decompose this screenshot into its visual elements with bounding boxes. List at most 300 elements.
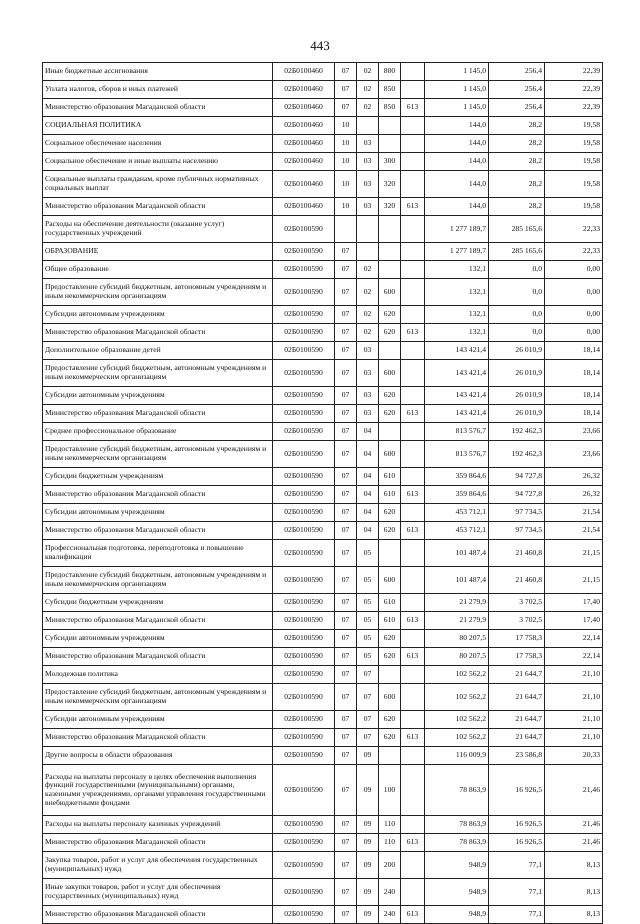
- row-percent: 22,39: [545, 99, 603, 117]
- row-name: Иные бюджетные ассигнования: [43, 63, 273, 81]
- row-administrator: [401, 816, 425, 834]
- row-subsection: 03: [357, 342, 379, 360]
- row-administrator: [401, 171, 425, 198]
- row-section: 07: [335, 612, 357, 630]
- row-administrator: 613: [401, 729, 425, 747]
- row-expense-type: 100: [379, 765, 401, 816]
- row-executed: 3 702,5: [489, 594, 545, 612]
- row-subsection: 07: [357, 684, 379, 711]
- row-percent: 20,33: [545, 747, 603, 765]
- row-code: 02Б0100590: [273, 540, 335, 567]
- row-executed: 26 010,9: [489, 387, 545, 405]
- row-administrator: [401, 852, 425, 879]
- row-percent: 21,54: [545, 522, 603, 540]
- row-name: Предоставление субсидий бюджетным, автономным учреждениям и иным некоммерческим организациям: [43, 279, 273, 306]
- row-planned: 948,9: [425, 906, 489, 924]
- row-name: Социальные выплаты гражданам, кроме публичных нормативных социальных выплат: [43, 171, 273, 198]
- table-row: [43, 540, 603, 567]
- row-executed: 16 926,5: [489, 765, 545, 816]
- row-subsection: [357, 117, 379, 135]
- table-row: [43, 63, 603, 81]
- row-planned: 144,0: [425, 117, 489, 135]
- row-code: 02Б0100460: [273, 198, 335, 216]
- row-code: 02Б0100460: [273, 81, 335, 99]
- row-planned: 453 712,1: [425, 522, 489, 540]
- row-percent: 19,58: [545, 153, 603, 171]
- row-percent: 0,00: [545, 261, 603, 279]
- row-planned: 21 279,9: [425, 612, 489, 630]
- row-percent: 17,40: [545, 612, 603, 630]
- row-administrator: [401, 765, 425, 816]
- row-section: 07: [335, 567, 357, 594]
- row-section: 07: [335, 441, 357, 468]
- row-name: Министерство образования Магаданской области: [43, 198, 273, 216]
- row-code: 02Б0100590: [273, 441, 335, 468]
- row-subsection: 09: [357, 879, 379, 906]
- table-row: [43, 852, 603, 879]
- row-expense-type: 620: [379, 711, 401, 729]
- row-executed: 17 758,3: [489, 648, 545, 666]
- row-percent: 21,10: [545, 684, 603, 711]
- row-administrator: [401, 540, 425, 567]
- row-section: 07: [335, 522, 357, 540]
- row-name: Закупка товаров, работ и услуг для обеспечения государственных (муниципальных) нужд: [43, 852, 273, 879]
- row-name: Предоставление субсидий бюджетным, автономным учреждениям и иным некоммерческим организациям: [43, 567, 273, 594]
- table-row: [43, 879, 603, 906]
- table-row: [43, 666, 603, 684]
- row-percent: 8,13: [545, 906, 603, 924]
- table-row: [43, 171, 603, 198]
- row-percent: 19,58: [545, 198, 603, 216]
- row-expense-type: 240: [379, 879, 401, 906]
- row-name: Субсидии автономным учреждениям: [43, 630, 273, 648]
- row-code: 02Б0100590: [273, 816, 335, 834]
- row-planned: 1 277 189,7: [425, 216, 489, 243]
- row-name: Министерство образования Магаданской области: [43, 612, 273, 630]
- row-subsection: 07: [357, 729, 379, 747]
- row-executed: 28,2: [489, 117, 545, 135]
- row-percent: 21,46: [545, 816, 603, 834]
- row-section: 07: [335, 486, 357, 504]
- row-name: Социальное обеспечение населения: [43, 135, 273, 153]
- row-expense-type: [379, 747, 401, 765]
- row-administrator: [401, 666, 425, 684]
- row-subsection: 05: [357, 648, 379, 666]
- row-name: Другие вопросы в области образования: [43, 747, 273, 765]
- row-executed: 21 460,8: [489, 540, 545, 567]
- row-expense-type: 110: [379, 834, 401, 852]
- row-section: 07: [335, 906, 357, 924]
- row-subsection: [357, 243, 379, 261]
- row-name: Субсидии автономным учреждениям: [43, 387, 273, 405]
- row-expense-type: [379, 666, 401, 684]
- row-administrator: [401, 279, 425, 306]
- row-planned: 1 145,0: [425, 81, 489, 99]
- row-name: Предоставление субсидий бюджетным, автономным учреждениям и иным некоммерческим организациям: [43, 441, 273, 468]
- row-executed: 28,2: [489, 171, 545, 198]
- table-row: [43, 711, 603, 729]
- row-planned: 78 863,9: [425, 834, 489, 852]
- row-section: 07: [335, 630, 357, 648]
- row-executed: 97 734,5: [489, 504, 545, 522]
- row-administrator: 613: [401, 486, 425, 504]
- row-administrator: 613: [401, 522, 425, 540]
- row-name: Субсидии автономным учреждениям: [43, 306, 273, 324]
- row-expense-type: 620: [379, 405, 401, 423]
- row-section: 07: [335, 387, 357, 405]
- table-row: [43, 906, 603, 924]
- row-executed: 0,0: [489, 306, 545, 324]
- row-planned: 144,0: [425, 198, 489, 216]
- row-planned: 143 421,4: [425, 405, 489, 423]
- row-expense-type: 600: [379, 279, 401, 306]
- row-planned: 21 279,9: [425, 594, 489, 612]
- row-name: Министерство образования Магаданской области: [43, 729, 273, 747]
- row-percent: 22,14: [545, 648, 603, 666]
- row-name: Общее образование: [43, 261, 273, 279]
- table-row: [43, 99, 603, 117]
- row-subsection: 09: [357, 834, 379, 852]
- row-percent: 21,15: [545, 540, 603, 567]
- row-expense-type: 110: [379, 816, 401, 834]
- row-name: Расходы на выплаты персоналу казенных учреждений: [43, 816, 273, 834]
- row-name: Предоставление субсидий бюджетным, автономным учреждениям и иным некоммерческим организациям: [43, 360, 273, 387]
- row-percent: 18,14: [545, 342, 603, 360]
- row-administrator: 613: [401, 198, 425, 216]
- row-administrator: [401, 261, 425, 279]
- row-expense-type: 610: [379, 468, 401, 486]
- row-planned: 359 864,6: [425, 486, 489, 504]
- row-subsection: 04: [357, 486, 379, 504]
- table-row: [43, 423, 603, 441]
- row-executed: 21 644,7: [489, 684, 545, 711]
- row-subsection: 05: [357, 612, 379, 630]
- row-administrator: [401, 135, 425, 153]
- row-percent: 19,58: [545, 135, 603, 153]
- row-expense-type: 620: [379, 387, 401, 405]
- row-name: Субсидии автономным учреждениям: [43, 711, 273, 729]
- row-planned: 144,0: [425, 135, 489, 153]
- row-executed: 94 727,8: [489, 486, 545, 504]
- row-name: Министерство образования Магаданской области: [43, 99, 273, 117]
- row-administrator: 613: [401, 324, 425, 342]
- row-name: СОЦИАЛЬНАЯ ПОЛИТИКА: [43, 117, 273, 135]
- row-executed: 3 702,5: [489, 612, 545, 630]
- row-percent: 0,00: [545, 279, 603, 306]
- row-expense-type: 610: [379, 612, 401, 630]
- row-administrator: [401, 468, 425, 486]
- row-planned: 453 712,1: [425, 504, 489, 522]
- row-percent: 18,14: [545, 360, 603, 387]
- row-section: 07: [335, 852, 357, 879]
- row-name: Молодежная политика: [43, 666, 273, 684]
- row-expense-type: 600: [379, 441, 401, 468]
- row-code: 02Б0100590: [273, 216, 335, 243]
- table-row: [43, 198, 603, 216]
- row-section: 07: [335, 360, 357, 387]
- row-expense-type: [379, 117, 401, 135]
- row-name: Иные закупки товаров, работ и услуг для обеспечения государственных (муниципальных) нужд: [43, 879, 273, 906]
- row-subsection: 03: [357, 360, 379, 387]
- row-planned: 132,1: [425, 306, 489, 324]
- row-name: Субсидии автономным учреждениям: [43, 504, 273, 522]
- row-code: 02Б0100590: [273, 567, 335, 594]
- row-executed: 16 926,5: [489, 834, 545, 852]
- row-code: 02Б0100590: [273, 423, 335, 441]
- row-administrator: [401, 747, 425, 765]
- row-expense-type: [379, 261, 401, 279]
- row-name: ОБРАЗОВАНИЕ: [43, 243, 273, 261]
- table-row: [43, 612, 603, 630]
- row-code: 02Б0100590: [273, 360, 335, 387]
- row-name: Социальное обеспечение и иные выплаты населению: [43, 153, 273, 171]
- row-section: 07: [335, 423, 357, 441]
- row-planned: 1 277 189,7: [425, 243, 489, 261]
- row-expense-type: 620: [379, 324, 401, 342]
- table-row: [43, 279, 603, 306]
- row-code: 02Б0100590: [273, 630, 335, 648]
- row-executed: 256,4: [489, 99, 545, 117]
- row-planned: 78 863,9: [425, 816, 489, 834]
- row-subsection: 09: [357, 747, 379, 765]
- table-row: [43, 387, 603, 405]
- row-expense-type: 300: [379, 153, 401, 171]
- row-expense-type: 620: [379, 306, 401, 324]
- row-expense-type: 320: [379, 171, 401, 198]
- row-subsection: 03: [357, 387, 379, 405]
- row-code: 02Б0100590: [273, 261, 335, 279]
- row-administrator: 613: [401, 612, 425, 630]
- row-expense-type: [379, 243, 401, 261]
- row-subsection: 03: [357, 135, 379, 153]
- row-administrator: [401, 504, 425, 522]
- row-administrator: [401, 594, 425, 612]
- row-expense-type: 600: [379, 360, 401, 387]
- row-code: 02Б0100590: [273, 852, 335, 879]
- row-executed: 26 010,9: [489, 405, 545, 423]
- row-code: 02Б0100590: [273, 729, 335, 747]
- row-planned: 102 562,2: [425, 684, 489, 711]
- row-subsection: [357, 216, 379, 243]
- row-percent: 22,33: [545, 243, 603, 261]
- row-name: Министерство образования Магаданской области: [43, 522, 273, 540]
- row-code: 02Б0100460: [273, 117, 335, 135]
- row-expense-type: 610: [379, 486, 401, 504]
- row-percent: 22,33: [545, 216, 603, 243]
- row-administrator: 613: [401, 648, 425, 666]
- row-administrator: [401, 423, 425, 441]
- row-section: [335, 216, 357, 243]
- row-expense-type: 200: [379, 852, 401, 879]
- row-subsection: 04: [357, 441, 379, 468]
- row-percent: 21,54: [545, 504, 603, 522]
- row-subsection: 03: [357, 405, 379, 423]
- row-executed: 0,0: [489, 324, 545, 342]
- row-percent: 21,10: [545, 729, 603, 747]
- row-section: 07: [335, 504, 357, 522]
- row-code: 02Б0100590: [273, 243, 335, 261]
- table-row: [43, 648, 603, 666]
- row-code: 02Б0100590: [273, 879, 335, 906]
- row-code: 02Б0100460: [273, 171, 335, 198]
- row-planned: 102 562,2: [425, 666, 489, 684]
- row-name: Расходы на обеспечение деятельности (оказание услуг) государственных учреждений: [43, 216, 273, 243]
- row-subsection: 09: [357, 852, 379, 879]
- row-name: Среднее профессиональное образование: [43, 423, 273, 441]
- row-code: 02Б0100460: [273, 99, 335, 117]
- row-administrator: [401, 153, 425, 171]
- row-executed: 77,1: [489, 852, 545, 879]
- row-name: Уплата налогов, сборов и иных платежей: [43, 81, 273, 99]
- row-code: 02Б0100590: [273, 747, 335, 765]
- row-planned: 143 421,4: [425, 360, 489, 387]
- row-expense-type: 800: [379, 63, 401, 81]
- row-section: 07: [335, 342, 357, 360]
- row-subsection: 09: [357, 765, 379, 816]
- row-section: 07: [335, 711, 357, 729]
- row-code: 02Б0100590: [273, 504, 335, 522]
- row-planned: 813 576,7: [425, 423, 489, 441]
- row-expense-type: 620: [379, 504, 401, 522]
- table-row: [43, 342, 603, 360]
- row-administrator: 613: [401, 405, 425, 423]
- row-section: 10: [335, 153, 357, 171]
- row-code: 02Б0100590: [273, 468, 335, 486]
- row-name: Субсидии бюджетным учреждениям: [43, 468, 273, 486]
- row-executed: 97 734,5: [489, 522, 545, 540]
- row-name: Дополнительное образование детей: [43, 342, 273, 360]
- row-subsection: 04: [357, 504, 379, 522]
- row-section: 07: [335, 834, 357, 852]
- row-planned: 101 487,4: [425, 540, 489, 567]
- row-executed: 192 462,3: [489, 441, 545, 468]
- row-expense-type: [379, 540, 401, 567]
- row-planned: 143 421,4: [425, 387, 489, 405]
- row-administrator: [401, 81, 425, 99]
- table-row: [43, 216, 603, 243]
- row-section: 07: [335, 99, 357, 117]
- row-expense-type: 240: [379, 906, 401, 924]
- row-percent: 21,15: [545, 567, 603, 594]
- row-subsection: 02: [357, 279, 379, 306]
- row-section: 07: [335, 81, 357, 99]
- row-section: 07: [335, 279, 357, 306]
- row-code: 02Б0100590: [273, 906, 335, 924]
- row-percent: 0,00: [545, 306, 603, 324]
- row-executed: 285 165,6: [489, 243, 545, 261]
- row-planned: 116 009,9: [425, 747, 489, 765]
- row-planned: 132,1: [425, 261, 489, 279]
- row-code: 02Б0100590: [273, 486, 335, 504]
- row-executed: 17 758,3: [489, 630, 545, 648]
- row-section: 07: [335, 765, 357, 816]
- row-subsection: 02: [357, 261, 379, 279]
- budget-table-body: [43, 63, 603, 924]
- row-administrator: [401, 711, 425, 729]
- row-planned: 80 207,5: [425, 648, 489, 666]
- row-expense-type: 620: [379, 648, 401, 666]
- row-subsection: 02: [357, 306, 379, 324]
- table-row: [43, 765, 603, 816]
- row-name: Расходы на выплаты персоналу в целях обеспечения выполнения функций государственными (муниципальными) органами, казенными учреждениями, органами управления государственными внебюджетными фондами: [43, 765, 273, 816]
- row-administrator: [401, 684, 425, 711]
- row-planned: 101 487,4: [425, 567, 489, 594]
- row-name: Министерство образования Магаданской области: [43, 648, 273, 666]
- row-subsection: 07: [357, 711, 379, 729]
- row-executed: 94 727,8: [489, 468, 545, 486]
- row-section: 07: [335, 324, 357, 342]
- row-code: 02Б0100460: [273, 153, 335, 171]
- row-subsection: 09: [357, 906, 379, 924]
- table-row: [43, 594, 603, 612]
- row-executed: 0,0: [489, 261, 545, 279]
- row-section: 10: [335, 198, 357, 216]
- row-planned: 948,9: [425, 852, 489, 879]
- row-subsection: 03: [357, 153, 379, 171]
- row-section: 07: [335, 816, 357, 834]
- row-subsection: 03: [357, 198, 379, 216]
- row-expense-type: 620: [379, 729, 401, 747]
- row-section: 10: [335, 171, 357, 198]
- table-row: [43, 306, 603, 324]
- table-row: [43, 135, 603, 153]
- row-executed: 256,4: [489, 81, 545, 99]
- row-expense-type: 600: [379, 567, 401, 594]
- row-subsection: 02: [357, 324, 379, 342]
- row-administrator: [401, 63, 425, 81]
- row-percent: 23,66: [545, 423, 603, 441]
- row-percent: 21,46: [545, 765, 603, 816]
- row-executed: 21 644,7: [489, 729, 545, 747]
- row-name: Министерство образования Магаданской области: [43, 405, 273, 423]
- row-code: 02Б0100590: [273, 405, 335, 423]
- row-code: 02Б0100590: [273, 666, 335, 684]
- row-code: 02Б0100590: [273, 387, 335, 405]
- row-section: 10: [335, 117, 357, 135]
- row-executed: 16 926,5: [489, 816, 545, 834]
- row-planned: 1 145,0: [425, 99, 489, 117]
- row-section: 07: [335, 243, 357, 261]
- row-expense-type: 850: [379, 81, 401, 99]
- row-percent: 0,00: [545, 324, 603, 342]
- row-percent: 21,10: [545, 666, 603, 684]
- row-executed: 77,1: [489, 879, 545, 906]
- row-administrator: 613: [401, 906, 425, 924]
- row-expense-type: [379, 135, 401, 153]
- table-row: [43, 747, 603, 765]
- row-name: Министерство образования Магаданской области: [43, 486, 273, 504]
- row-percent: 21,10: [545, 711, 603, 729]
- row-code: 02Б0100460: [273, 135, 335, 153]
- table-row: [43, 468, 603, 486]
- row-planned: 132,1: [425, 279, 489, 306]
- row-name: Субсидии бюджетным учреждениям: [43, 594, 273, 612]
- page-number: 443: [310, 38, 330, 53]
- row-subsection: 09: [357, 816, 379, 834]
- row-executed: 21 644,7: [489, 711, 545, 729]
- row-expense-type: [379, 342, 401, 360]
- row-code: 02Б0100590: [273, 612, 335, 630]
- row-code: 02Б0100590: [273, 279, 335, 306]
- row-percent: 19,58: [545, 171, 603, 198]
- row-planned: 102 562,2: [425, 711, 489, 729]
- row-planned: 143 421,4: [425, 342, 489, 360]
- row-section: 07: [335, 729, 357, 747]
- row-section: 07: [335, 261, 357, 279]
- row-executed: 21 644,7: [489, 666, 545, 684]
- row-section: 07: [335, 405, 357, 423]
- table-row: [43, 81, 603, 99]
